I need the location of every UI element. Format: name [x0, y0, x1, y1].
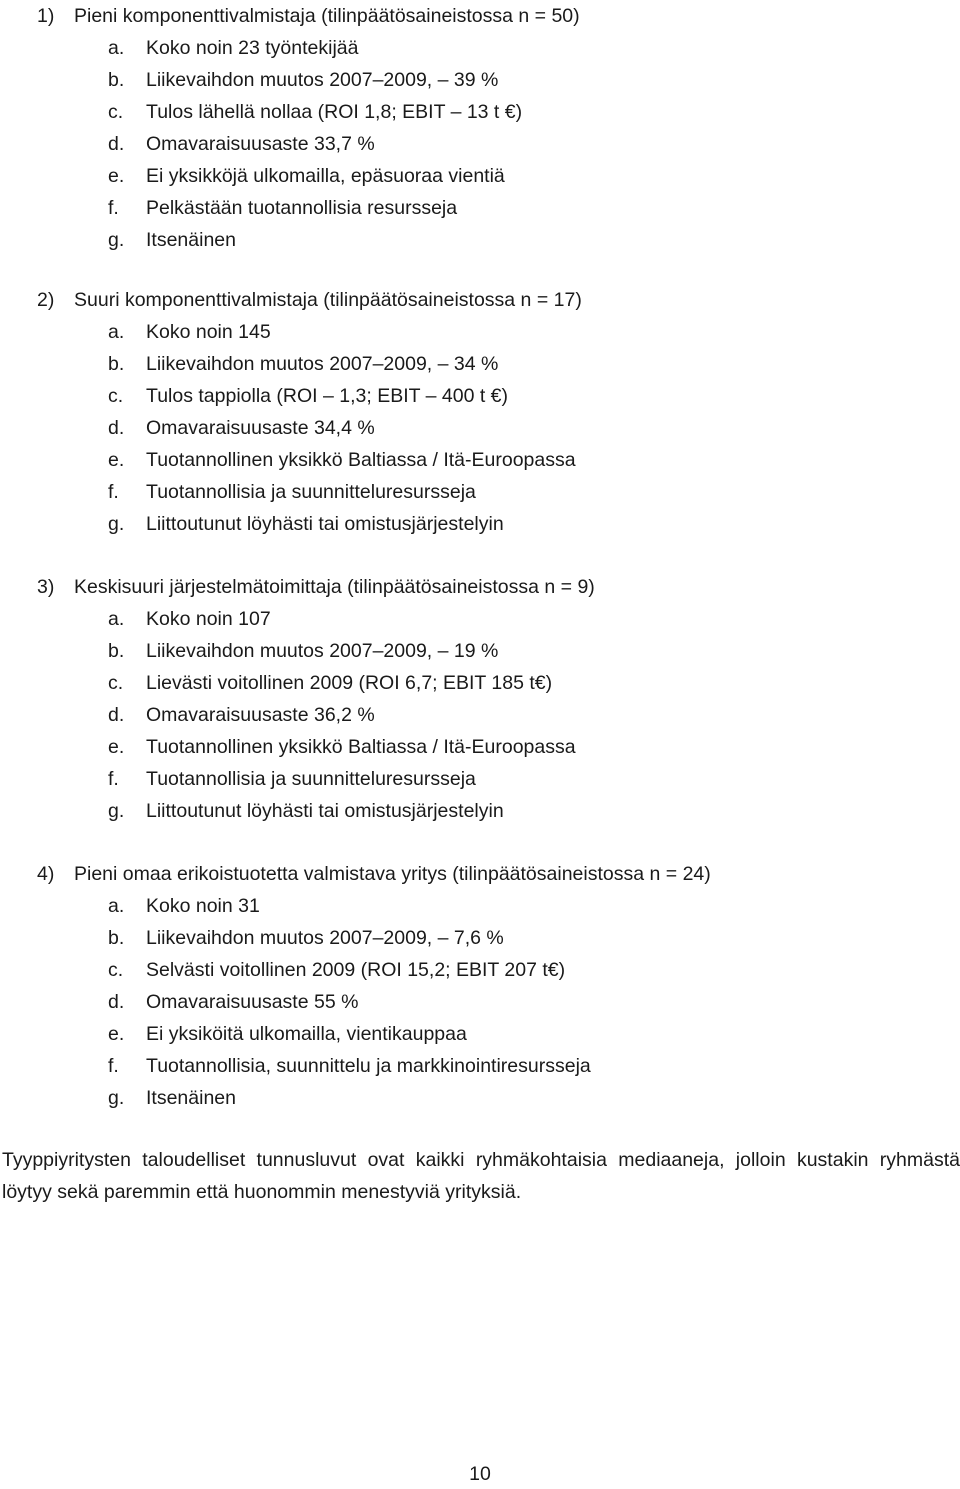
item-text: Tulos lähellä nollaa (ROI 1,8; EBIT – 13 t €) [146, 101, 523, 123]
list-item [0, 192, 960, 224]
item-text: Liikevaihdon muutos 2007–2009, – 7,6 % [146, 927, 504, 949]
item-text: Tuotannollinen yksikkö Baltiassa / Itä-Euroopassa [146, 449, 576, 471]
list-item [0, 954, 960, 986]
list-item [0, 986, 960, 1018]
item-text: Liikevaihdon muutos 2007–2009, – 39 % [146, 69, 499, 91]
item-letter: d. [108, 991, 125, 1013]
group-number: 4) [37, 863, 55, 885]
item-text: Koko noin 145 [146, 321, 271, 343]
list-item [0, 32, 960, 64]
list-item [0, 348, 960, 380]
item-letter: c. [108, 959, 124, 981]
item-letter: c. [108, 385, 124, 407]
item-text: Omavaraisuusaste 55 % [146, 991, 359, 1013]
company-type-group-4 [0, 858, 960, 1114]
item-letter: g. [108, 229, 125, 251]
list-item [0, 795, 960, 827]
item-text: Ei yksikköjä ulkomailla, epäsuoraa vientiä [146, 165, 505, 187]
company-type-group-2 [0, 284, 960, 540]
list-item [0, 224, 960, 256]
item-text: Lievästi voitollinen 2009 (ROI 6,7; EBIT 185 t€) [146, 672, 553, 694]
item-text: Itsenäinen [146, 229, 236, 251]
item-text: Koko noin 31 [146, 895, 260, 917]
list-item [0, 476, 960, 508]
item-text: Liittoutunut löyhästi tai omistusjärjestelyin [146, 800, 504, 822]
item-letter: b. [108, 69, 125, 91]
item-letter: a. [108, 608, 125, 630]
item-letter: c. [108, 672, 124, 694]
group-title: Suuri komponenttivalmistaja (tilinpäätösaineistossa n = 17) [74, 289, 582, 311]
list-item [0, 1050, 960, 1082]
group-title: Keskisuuri järjestelmätoimittaja (tilinpäätösaineistossa n = 9) [74, 576, 595, 598]
item-text: Tuotannollisia, suunnittelu ja markkinointiresursseja [146, 1055, 591, 1077]
list-item [0, 1082, 960, 1114]
list-item [0, 96, 960, 128]
item-letter: b. [108, 640, 125, 662]
item-letter: e. [108, 449, 125, 471]
list-item [0, 699, 960, 731]
group-title: Pieni komponenttivalmistaja (tilinpäätösaineistossa n = 50) [74, 5, 580, 27]
list-item [0, 380, 960, 412]
list-item [0, 603, 960, 635]
item-letter: b. [108, 353, 125, 375]
item-letter: g. [108, 1087, 125, 1109]
list-item [0, 763, 960, 795]
item-letter: g. [108, 513, 125, 535]
item-letter: e. [108, 736, 125, 758]
item-letter: a. [108, 895, 125, 917]
item-letter: d. [108, 417, 125, 439]
item-letter: a. [108, 37, 125, 59]
company-type-group-1 [0, 0, 960, 256]
item-letter: d. [108, 133, 125, 155]
item-letter: b. [108, 927, 125, 949]
item-letter: f. [108, 197, 119, 219]
item-text: Koko noin 107 [146, 608, 271, 630]
item-letter: d. [108, 704, 125, 726]
group-number: 3) [37, 576, 55, 598]
list-item [0, 890, 960, 922]
group-heading [0, 858, 960, 890]
list-item [0, 316, 960, 348]
item-letter: a. [108, 321, 125, 343]
group-number: 2) [37, 289, 55, 311]
list-item [0, 64, 960, 96]
item-text: Liittoutunut löyhästi tai omistusjärjestelyin [146, 513, 504, 535]
item-letter: f. [108, 1055, 119, 1077]
list-item [0, 731, 960, 763]
item-letter: f. [108, 481, 119, 503]
list-item [0, 635, 960, 667]
item-letter: c. [108, 101, 124, 123]
item-text: Tulos tappiolla (ROI – 1,3; EBIT – 400 t €) [146, 385, 509, 407]
item-text: Liikevaihdon muutos 2007–2009, – 19 % [146, 640, 499, 662]
company-type-group-3 [0, 571, 960, 827]
item-text: Tuotannollinen yksikkö Baltiassa / Itä-Euroopassa [146, 736, 576, 758]
group-heading [0, 571, 960, 603]
group-heading [0, 0, 960, 32]
list-item [0, 128, 960, 160]
list-item [0, 444, 960, 476]
group-heading [0, 284, 960, 316]
list-item [0, 508, 960, 540]
list-item [0, 922, 960, 954]
list-item [0, 667, 960, 699]
item-letter: e. [108, 165, 125, 187]
item-text: Itsenäinen [146, 1087, 236, 1109]
item-text: Selvästi voitollinen 2009 (ROI 15,2; EBIT 207 t€) [146, 959, 566, 981]
item-text: Liikevaihdon muutos 2007–2009, – 34 % [146, 353, 499, 375]
item-text: Omavaraisuusaste 33,7 % [146, 133, 375, 155]
page-number: 10 [469, 1463, 491, 1485]
group-number: 1) [37, 5, 55, 27]
list-item [0, 160, 960, 192]
item-text: Omavaraisuusaste 34,4 % [146, 417, 375, 439]
item-text: Omavaraisuusaste 36,2 % [146, 704, 375, 726]
summary-paragraph: Tyyppiyritysten taloudelliset tunnusluvut ovat kaikki ryhmäkohtaisia mediaaneja, jolloin kustakin ryhmästä löytyy sekä paremmin että huonommin menestyviä yrityksiä. [2, 1149, 960, 1203]
item-text: Koko noin 23 työntekijää [146, 37, 359, 59]
group-title: Pieni omaa erikoistuotetta valmistava yritys (tilinpäätösaineistossa n = 24) [74, 863, 711, 885]
item-letter: e. [108, 1023, 125, 1045]
list-item [0, 412, 960, 444]
item-letter: g. [108, 800, 125, 822]
list-item [0, 1018, 960, 1050]
item-text: Tuotannollisia ja suunnitteluresursseja [146, 481, 476, 503]
item-text: Ei yksiköitä ulkomailla, vientikauppaa [146, 1023, 467, 1045]
item-text: Pelkästään tuotannollisia resursseja [146, 197, 458, 219]
item-letter: f. [108, 768, 119, 790]
item-text: Tuotannollisia ja suunnitteluresursseja [146, 768, 476, 790]
